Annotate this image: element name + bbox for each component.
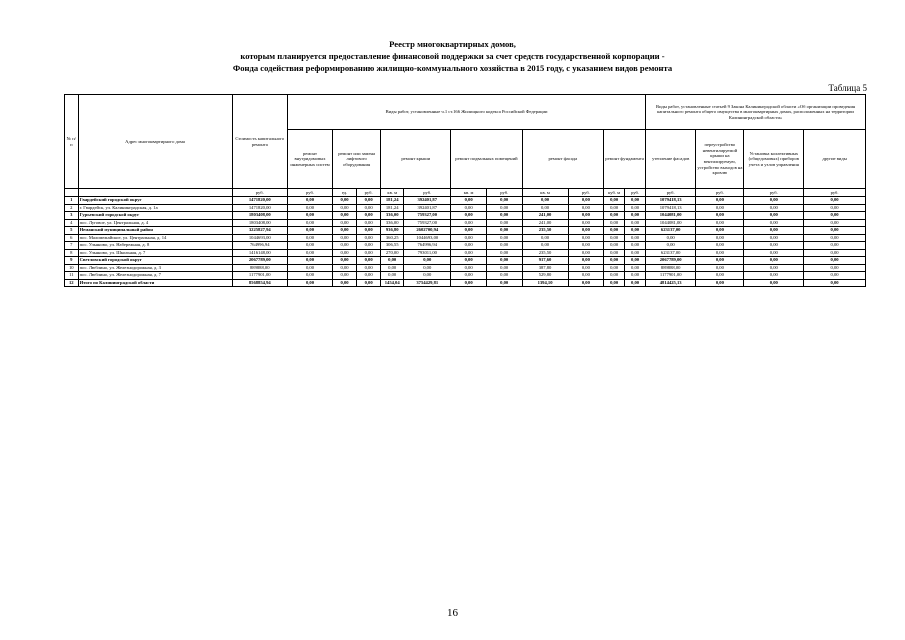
row-value: 181,24 <box>381 204 404 212</box>
row-value: 0,00 <box>744 257 804 265</box>
row-value: 4814425,13 <box>646 279 696 287</box>
row-value: 0,00 <box>804 264 866 272</box>
row-value: 0,00 <box>646 234 696 242</box>
header-works-166: Виды работ, установленные ч.1 ст.166 Жилищного кодекса Российской Федерации <box>288 95 646 130</box>
row-value: 0,00 <box>625 264 646 272</box>
row-value: 0,00 <box>696 272 744 280</box>
row-value: 0,00 <box>486 257 522 265</box>
table-row <box>65 204 866 212</box>
unit-cell: руб. <box>568 189 604 197</box>
row-value: 0,00 <box>288 272 333 280</box>
row-value: 0,00 <box>744 249 804 257</box>
row-number: 10 <box>65 264 79 272</box>
row-value: 0,00 <box>568 249 604 257</box>
header-cost: Стоимость капитального ремонта <box>232 95 287 189</box>
row-value: 1454,04 <box>381 279 404 287</box>
row-value: 0,00 <box>451 272 487 280</box>
row-value: 0,00 <box>604 197 625 205</box>
row-address: г. Гвардейск, ул. Калининградская, д. 1а <box>78 204 232 212</box>
row-value: 0,00 <box>381 257 404 265</box>
row-value: 2602700,94 <box>404 227 451 235</box>
table-row <box>65 242 866 250</box>
row-value: 0,00 <box>744 264 804 272</box>
unit-cell: кв. м <box>451 189 487 197</box>
row-value: 0,00 <box>333 227 357 235</box>
row-value: 0,00 <box>804 279 866 287</box>
row-value: 1416148,00 <box>232 249 287 257</box>
row-value: 0,00 <box>357 257 381 265</box>
row-value: 0,00 <box>625 272 646 280</box>
row-address: пос. Ульяново, ул. Школьная, д. 7 <box>78 249 232 257</box>
header-num: № п/п <box>65 95 79 189</box>
units-empty <box>78 189 232 197</box>
row-value: 0,00 <box>625 197 646 205</box>
row-value: 336,00 <box>381 212 404 220</box>
row-value: 0,00 <box>744 242 804 250</box>
row-value: 0,00 <box>357 242 381 250</box>
row-value: 0,00 <box>451 227 487 235</box>
row-value: 235,50 <box>522 249 568 257</box>
row-value: 0,00 <box>696 212 744 220</box>
row-value: 0,00 <box>381 264 404 272</box>
row-value: 0,00 <box>696 234 744 242</box>
row-value: 764996,94 <box>404 242 451 250</box>
row-value: 0,00 <box>744 227 804 235</box>
row-value: 8568854,94 <box>232 279 287 287</box>
header-meters: Установка коллективных (общедомовых) приборов учета и узлов управления <box>744 130 804 189</box>
row-value: 0,00 <box>451 257 487 265</box>
row-value: 0,00 <box>333 197 357 205</box>
row-value: 1044081,00 <box>646 212 696 220</box>
row-value: 1471820,00 <box>232 204 287 212</box>
row-value: 0,00 <box>804 257 866 265</box>
row-value: 0,00 <box>804 212 866 220</box>
row-value: 0,00 <box>696 204 744 212</box>
row-value: 0,00 <box>696 264 744 272</box>
row-value: 0,00 <box>568 204 604 212</box>
row-value: 0,00 <box>604 219 625 227</box>
row-number: 11 <box>65 272 79 280</box>
row-number: 2 <box>65 204 79 212</box>
units-row <box>65 189 866 197</box>
header-elevator: ремонт или замена лифтового оборудования <box>333 130 381 189</box>
row-value: 0,00 <box>357 249 381 257</box>
row-value: 0,00 <box>696 249 744 257</box>
row-value: 0,00 <box>288 212 333 220</box>
row-value: 0,00 <box>288 227 333 235</box>
row-value: 0,00 <box>696 227 744 235</box>
row-value: 241,00 <box>522 212 568 220</box>
row-value: 0,00 <box>625 227 646 235</box>
table-row <box>65 257 866 265</box>
row-value: 0,00 <box>625 257 646 265</box>
unit-cell: руб. <box>486 189 522 197</box>
row-number: 6 <box>65 234 79 242</box>
row-value: 0,00 <box>568 197 604 205</box>
row-value: 0,00 <box>486 227 522 235</box>
row-value: 0,00 <box>486 279 522 287</box>
row-value: 0,00 <box>744 279 804 287</box>
row-value: 0,00 <box>357 272 381 280</box>
row-value: 0,00 <box>696 242 744 250</box>
row-value: 0,00 <box>404 264 451 272</box>
row-value: 0,00 <box>288 264 333 272</box>
row-value: 0,00 <box>604 204 625 212</box>
row-number: 12 <box>65 279 79 287</box>
row-address: пос. Ульяново, ул. Набережная, д. 8 <box>78 242 232 250</box>
page-number: 16 <box>447 607 458 619</box>
row-value: 0,00 <box>568 279 604 287</box>
row-value: 0,00 <box>604 279 625 287</box>
table-row <box>65 272 866 280</box>
row-value: 0,00 <box>357 219 381 227</box>
row-value: 392401,87 <box>404 197 451 205</box>
row-value: 0,00 <box>696 279 744 287</box>
row-value: 0,00 <box>744 272 804 280</box>
row-value: 917,60 <box>522 257 568 265</box>
header-insulation: утепление фасадов <box>646 130 696 189</box>
row-value: 0,00 <box>744 197 804 205</box>
row-value: 0,00 <box>625 279 646 287</box>
table-row <box>65 264 866 272</box>
unit-cell: руб. <box>804 189 866 197</box>
row-value: 181,24 <box>381 197 404 205</box>
unit-cell: руб. <box>696 189 744 197</box>
row-value: 0,00 <box>486 249 522 257</box>
row-number: 7 <box>65 242 79 250</box>
row-value: 0,00 <box>451 264 487 272</box>
row-value: 0,00 <box>604 227 625 235</box>
title-line-2: которым планируется предоставление финансовой поддержки за счет средств государственной корпорации - <box>240 51 665 61</box>
row-number: 9 <box>65 257 79 265</box>
row-number: 5 <box>65 227 79 235</box>
row-value: 0,00 <box>744 234 804 242</box>
row-value: 0,00 <box>568 264 604 272</box>
row-address: Гурьевский городской округ <box>78 212 232 220</box>
row-value: 0,00 <box>604 257 625 265</box>
table-row <box>65 279 866 287</box>
row-value: 0,00 <box>288 242 333 250</box>
row-value: 0,00 <box>486 242 522 250</box>
unit-cell: кв. м <box>522 189 568 197</box>
row-value: 1803408,00 <box>232 219 287 227</box>
row-value: 889888,00 <box>232 264 287 272</box>
row-value: 0,00 <box>451 204 487 212</box>
unit-cell: руб. <box>404 189 451 197</box>
header-roof: ремонт крыши <box>381 130 451 189</box>
row-value: 0,00 <box>404 257 451 265</box>
row-value: 0,00 <box>696 257 744 265</box>
header-facade: ремонт фасада <box>522 130 604 189</box>
row-value: 623137,00 <box>646 227 696 235</box>
table-row <box>65 212 866 220</box>
row-value: 0,00 <box>288 197 333 205</box>
row-value: 0,00 <box>486 264 522 272</box>
row-value: 0,00 <box>804 272 866 280</box>
row-value: 1803408,00 <box>232 212 287 220</box>
row-value: 0,00 <box>804 249 866 257</box>
row-value: 889888,00 <box>646 264 696 272</box>
row-value: 0,00 <box>333 212 357 220</box>
row-value: 0,00 <box>522 204 568 212</box>
row-value: 235,50 <box>522 227 568 235</box>
row-value: 0,00 <box>357 197 381 205</box>
header-other: другие виды <box>804 130 866 189</box>
row-value: 0,00 <box>357 264 381 272</box>
title-line-1: Реестр многоквартирных домов, <box>389 39 516 49</box>
row-value: 0,00 <box>744 204 804 212</box>
row-value: 2067789,00 <box>646 257 696 265</box>
header-foundation: ремонт фундамента <box>604 130 646 189</box>
row-value: 759327,00 <box>404 219 451 227</box>
row-value: 0,00 <box>357 234 381 242</box>
title-line-3: Фонда содействия реформированию жилищно-коммунального хозяйства в 2015 году, с указанием видов ремонта <box>232 63 673 73</box>
row-value: 1044693,00 <box>404 234 451 242</box>
header-roof-conversion: переустройство невентилируемой крыши на вентилируемую, устройство выходов на кровлю <box>696 130 744 189</box>
row-value: 0,00 <box>333 257 357 265</box>
row-value: 306,55 <box>381 242 404 250</box>
row-value: 759327,00 <box>404 212 451 220</box>
row-value: 0,00 <box>696 197 744 205</box>
row-value: 0,00 <box>522 242 568 250</box>
row-value: 0,00 <box>625 219 646 227</box>
row-value: 0,00 <box>604 242 625 250</box>
table-row <box>65 227 866 235</box>
row-value: 3225827,94 <box>232 227 287 235</box>
row-value: 0,00 <box>625 249 646 257</box>
row-value: 0,00 <box>357 279 381 287</box>
row-value: 0,00 <box>333 249 357 257</box>
row-value: 0,00 <box>522 197 568 205</box>
unit-cell: кв. м <box>381 189 404 197</box>
row-value: 0,00 <box>604 212 625 220</box>
row-value: 1394,10 <box>522 279 568 287</box>
row-value: 0,00 <box>333 279 357 287</box>
row-number: 4 <box>65 219 79 227</box>
row-value: 0,00 <box>288 204 333 212</box>
row-value: 1177901,00 <box>232 272 287 280</box>
row-value: 0,00 <box>451 242 487 250</box>
registry-table <box>64 94 866 287</box>
table-row <box>65 197 866 205</box>
row-value: 623137,00 <box>646 249 696 257</box>
row-value: 0,00 <box>804 197 866 205</box>
row-value: 0,00 <box>451 197 487 205</box>
row-value: 0,00 <box>288 234 333 242</box>
row-value: 0,00 <box>804 219 866 227</box>
row-value: 1044693,00 <box>232 234 287 242</box>
row-value: 0,00 <box>357 227 381 235</box>
row-value: 1044081,00 <box>646 219 696 227</box>
row-value: 0,00 <box>288 249 333 257</box>
row-value: 0,00 <box>451 234 487 242</box>
row-value: 0,00 <box>568 257 604 265</box>
row-value: 1177901,00 <box>646 272 696 280</box>
row-value: 0,00 <box>288 279 333 287</box>
row-value: 0,00 <box>486 272 522 280</box>
row-value: 1079418,13 <box>646 197 696 205</box>
row-address: Светловский городской округ <box>78 257 232 265</box>
row-value: 0,00 <box>288 257 333 265</box>
unit-cell: руб. <box>357 189 381 197</box>
row-value: 0,00 <box>604 249 625 257</box>
row-value: 0,00 <box>451 279 487 287</box>
row-value: 1471820,00 <box>232 197 287 205</box>
row-value: 0,00 <box>625 234 646 242</box>
row-value: 0,00 <box>568 234 604 242</box>
row-value: 0,00 <box>381 272 404 280</box>
row-value: 1079418,13 <box>646 204 696 212</box>
row-value: 360,25 <box>381 234 404 242</box>
row-value: 764996,94 <box>232 242 287 250</box>
row-value: 0,00 <box>404 272 451 280</box>
row-value: 0,00 <box>744 219 804 227</box>
row-value: 0,00 <box>568 227 604 235</box>
row-value: 0,00 <box>486 219 522 227</box>
row-address: пос. Луговое, ул. Центральная, д. 4 <box>78 219 232 227</box>
row-address: пос. Люблино, ул. Железнодорожная, д. 3 <box>78 264 232 272</box>
row-number: 1 <box>65 197 79 205</box>
table-label: Таблица 5 <box>828 83 867 93</box>
row-value: 529,80 <box>522 272 568 280</box>
row-value: 0,00 <box>625 204 646 212</box>
row-address: Итого по Калининградской области <box>78 279 232 287</box>
header-basement: ремонт подвальных помещений <box>451 130 522 189</box>
row-value: 0,00 <box>568 212 604 220</box>
row-value: 936,80 <box>381 227 404 235</box>
row-address: пос. Люблино, ул. Железнодорожная, д. 7 <box>78 272 232 280</box>
table-row <box>65 249 866 257</box>
row-number: 8 <box>65 249 79 257</box>
row-value: 0,00 <box>333 219 357 227</box>
row-value: 0,00 <box>625 242 646 250</box>
row-value: 0,00 <box>288 219 333 227</box>
row-value: 270,00 <box>381 249 404 257</box>
unit-cell: руб. <box>288 189 333 197</box>
row-address: Неманский муниципальный район <box>78 227 232 235</box>
row-value: 0,00 <box>486 204 522 212</box>
row-value: 0,00 <box>333 234 357 242</box>
row-value: 0,00 <box>804 227 866 235</box>
row-number: 3 <box>65 212 79 220</box>
row-value: 0,00 <box>604 272 625 280</box>
row-value: 0,00 <box>804 242 866 250</box>
row-value: 0,00 <box>604 264 625 272</box>
row-value: 241,00 <box>522 219 568 227</box>
document-title <box>0 38 905 74</box>
row-value: 392401,87 <box>404 204 451 212</box>
row-value: 0,00 <box>333 264 357 272</box>
row-value: 0,00 <box>604 234 625 242</box>
unit-cell: руб. <box>646 189 696 197</box>
unit-cell: куб. м <box>604 189 625 197</box>
unit-cell: руб. <box>232 189 287 197</box>
row-value: 0,00 <box>804 204 866 212</box>
header-engineering: ремонт внутридомовых инженерных систем <box>288 130 333 189</box>
row-address: пос. Маломежайское, ул. Центральная, д. 14 <box>78 234 232 242</box>
unit-cell: руб. <box>625 189 646 197</box>
row-value: 0,00 <box>333 272 357 280</box>
row-value: 0,00 <box>744 212 804 220</box>
header-works-law9: Виды работ, установленные статьей 9 Закона Калининградской области «Об организации проведения капитального ремонта общего имущества в многоквартирных домах, расположенных на территории Калининградской области» <box>646 95 866 130</box>
row-value: 0,00 <box>568 242 604 250</box>
row-value: 3754429,81 <box>404 279 451 287</box>
unit-cell: руб. <box>744 189 804 197</box>
row-value: 0,00 <box>451 212 487 220</box>
row-value: 0,00 <box>486 234 522 242</box>
row-value: 0,00 <box>568 272 604 280</box>
row-value: 0,00 <box>486 212 522 220</box>
row-value: 0,00 <box>804 234 866 242</box>
row-value: 0,00 <box>486 197 522 205</box>
row-value: 387,80 <box>522 264 568 272</box>
row-value: 0,00 <box>522 234 568 242</box>
header-address: Адрес многоквартирного дома <box>78 95 232 189</box>
row-value: 0,00 <box>451 249 487 257</box>
row-value: 0,00 <box>451 219 487 227</box>
row-value: 0,00 <box>333 204 357 212</box>
row-value: 0,00 <box>568 219 604 227</box>
row-address: Гвардейский городской округ <box>78 197 232 205</box>
row-value: 0,00 <box>333 242 357 250</box>
row-value: 793011,00 <box>404 249 451 257</box>
row-value: 2067789,00 <box>232 257 287 265</box>
row-value: 0,00 <box>357 204 381 212</box>
row-value: 336,00 <box>381 219 404 227</box>
table-row <box>65 219 866 227</box>
row-value: 0,00 <box>357 212 381 220</box>
row-value: 0,00 <box>625 212 646 220</box>
unit-cell: ед. <box>333 189 357 197</box>
units-empty <box>65 189 79 197</box>
row-value: 0,00 <box>696 219 744 227</box>
row-value: 0,00 <box>646 242 696 250</box>
table-row <box>65 234 866 242</box>
